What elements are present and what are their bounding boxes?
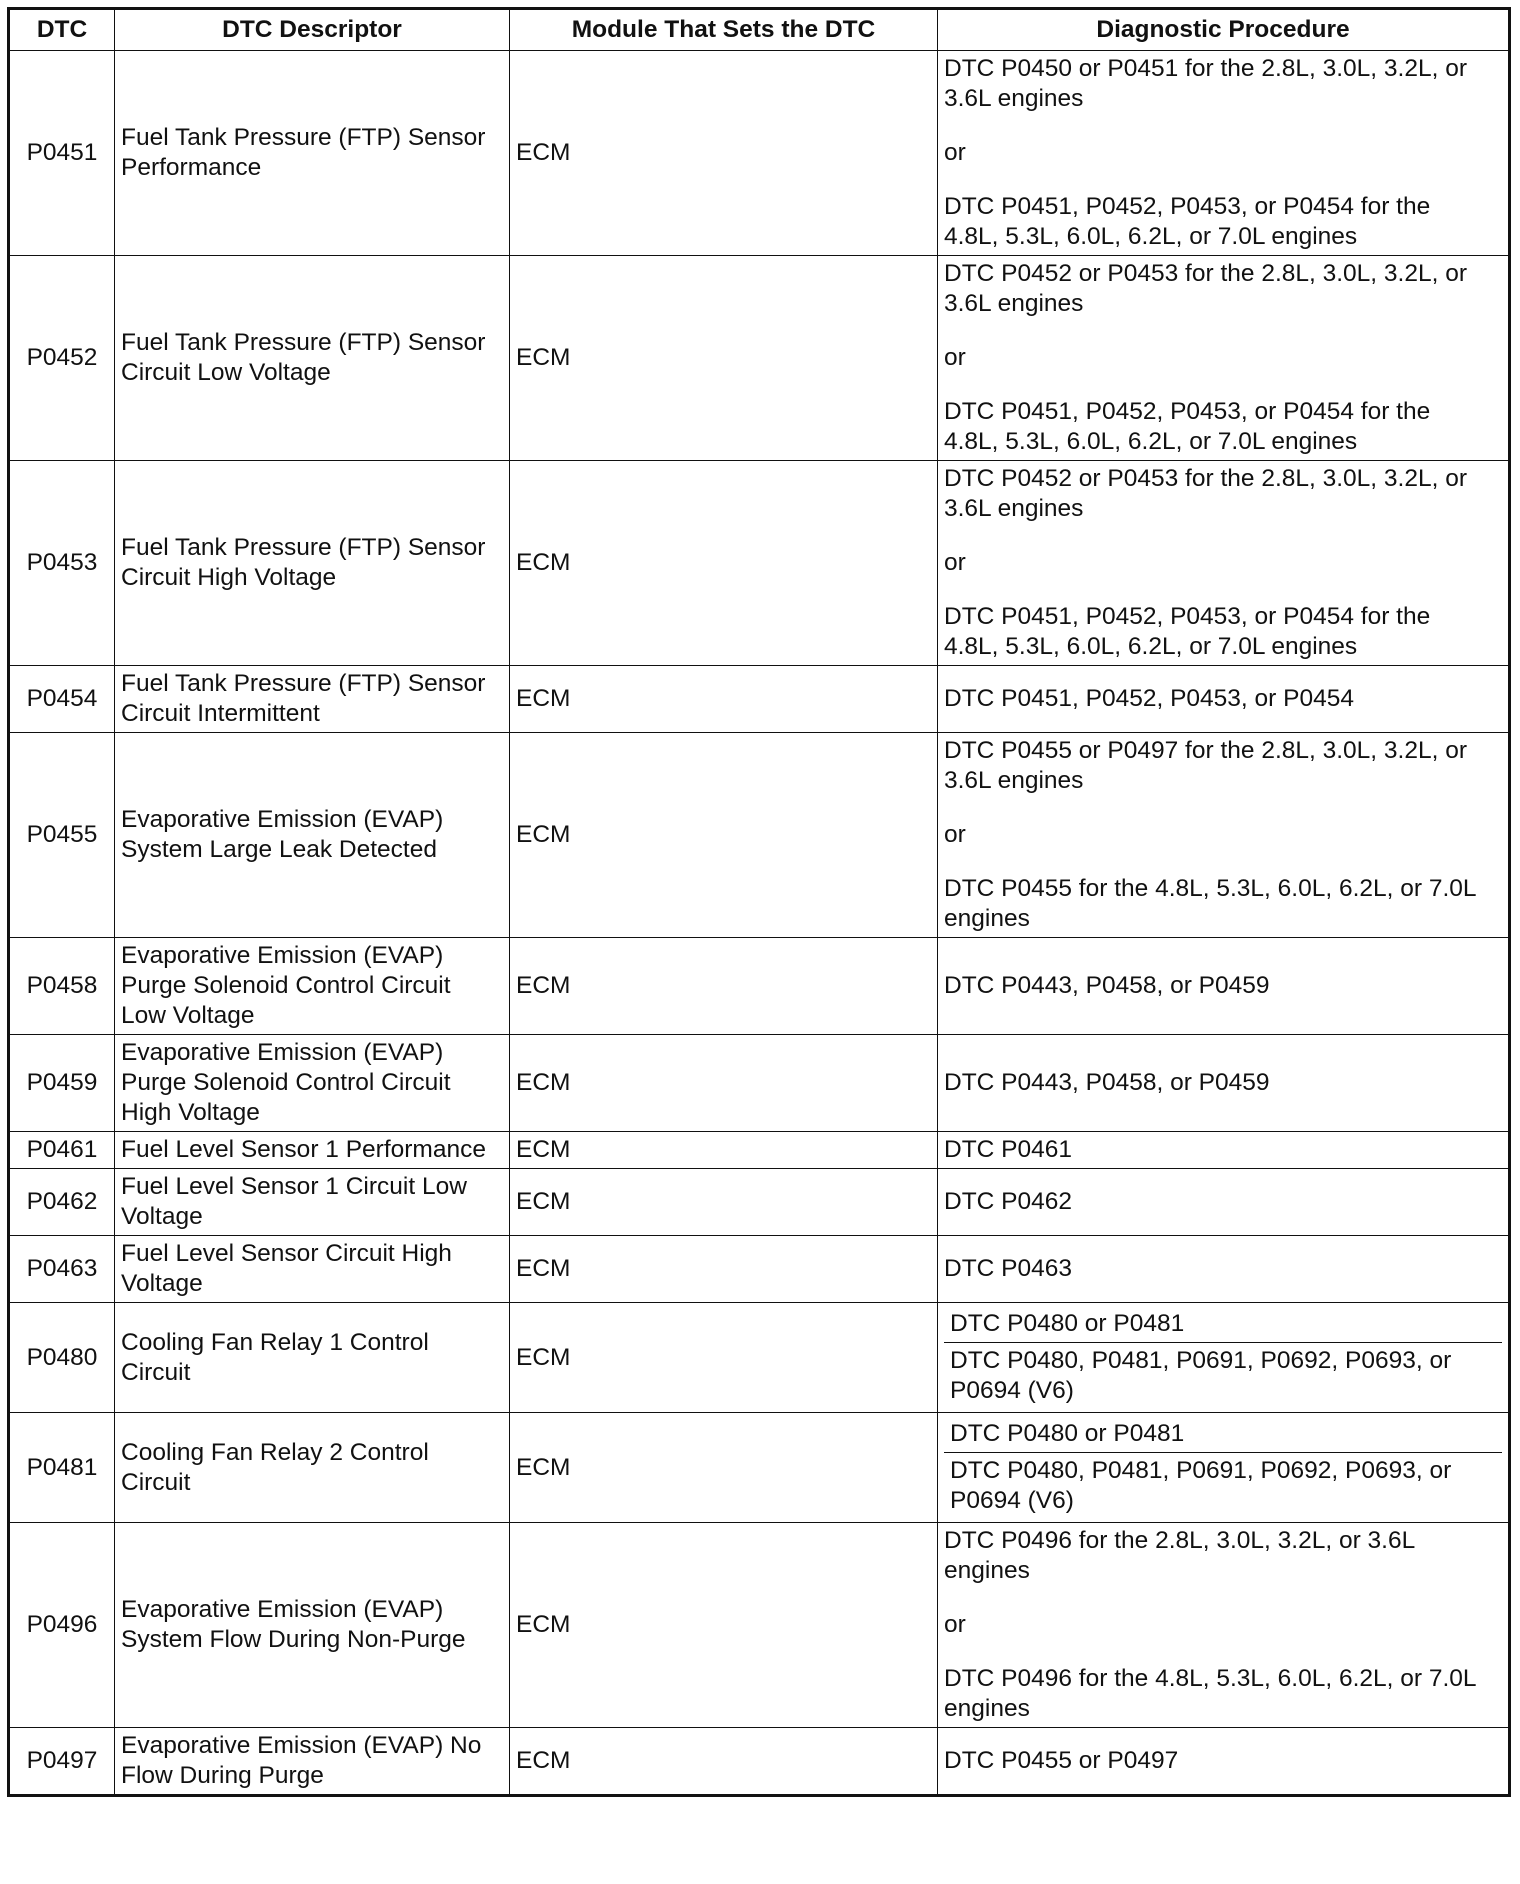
table-row xyxy=(9,1132,1510,1169)
procedure-line: or xyxy=(944,344,966,371)
procedure-line: DTC P0443, P0458, or P0459 xyxy=(944,1069,1270,1096)
procedure-line: DTC P0443, P0458, or P0459 xyxy=(944,972,1270,999)
header-dtc-descriptor: DTC Descriptor xyxy=(115,9,510,51)
descriptor-line: Evaporative Emission (EVAP) No xyxy=(121,1732,482,1759)
descriptor-line: Evaporative Emission (EVAP) xyxy=(121,942,444,969)
dtc-descriptor xyxy=(115,1303,510,1413)
descriptor-line: Purge Solenoid Control Circuit xyxy=(121,1069,451,1096)
diagnostic-procedure xyxy=(938,1303,1510,1413)
dtc-code: P0452 xyxy=(9,256,115,461)
table-row xyxy=(9,1523,1510,1728)
procedure-line: 3.6L engines xyxy=(944,767,1084,794)
diagnostic-procedure xyxy=(938,1728,1510,1796)
module-name: ECM xyxy=(510,1303,938,1413)
procedure-part xyxy=(944,1452,1502,1519)
paragraph-gap xyxy=(944,168,1502,192)
table-row xyxy=(9,1035,1510,1132)
diagnostic-procedure xyxy=(938,256,1510,461)
paragraph-gap xyxy=(944,373,1502,397)
diagnostic-procedure xyxy=(938,1169,1510,1236)
header-module: Module That Sets the DTC xyxy=(510,9,938,51)
module-name: ECM xyxy=(510,666,938,733)
diagnostic-procedure xyxy=(938,666,1510,733)
diagnostic-procedure xyxy=(938,51,1510,256)
descriptor-line: Circuit High Voltage xyxy=(121,564,337,591)
dtc-descriptor xyxy=(115,1035,510,1132)
dtc-code: P0480 xyxy=(9,1303,115,1413)
procedure-line: or xyxy=(944,821,966,848)
procedure-line: DTC P0452 or P0453 for the 2.8L, 3.0L, 3.2L, or xyxy=(944,260,1467,287)
procedure-line: DTC P0496 for the 4.8L, 5.3L, 6.0L, 6.2L, or 7.0L xyxy=(944,1665,1477,1692)
dtc-descriptor xyxy=(115,1413,510,1523)
dtc-descriptor xyxy=(115,1523,510,1728)
descriptor-line: Circuit xyxy=(121,1358,191,1386)
procedure-line: or xyxy=(944,1611,966,1638)
dtc-descriptor xyxy=(115,938,510,1035)
descriptor-line: Voltage xyxy=(121,1270,203,1297)
table-header-row xyxy=(9,9,1510,51)
descriptor-line: Fuel Tank Pressure (FTP) Sensor xyxy=(121,124,486,151)
paragraph-gap xyxy=(944,796,1502,820)
procedure-line: 4.8L, 5.3L, 6.0L, 6.2L, or 7.0L engines xyxy=(944,633,1358,660)
descriptor-line: Cooling Fan Relay 1 Control xyxy=(121,1328,429,1356)
table-row xyxy=(9,1728,1510,1796)
paragraph-gap xyxy=(944,1640,1502,1664)
dtc-code: P0453 xyxy=(9,461,115,666)
dtc-code: P0454 xyxy=(9,666,115,733)
module-name: ECM xyxy=(510,1236,938,1303)
diagnostic-procedure xyxy=(938,1132,1510,1169)
procedure-line: engines xyxy=(944,1695,1030,1722)
procedure-line: P0694 (V6) xyxy=(950,1377,1074,1404)
procedure-line: or xyxy=(944,139,966,166)
table-row xyxy=(9,51,1510,256)
dtc-code: P0459 xyxy=(9,1035,115,1132)
procedure-line: DTC P0480, P0481, P0691, P0692, P0693, or xyxy=(950,1347,1452,1374)
dtc-descriptor xyxy=(115,51,510,256)
dtc-code: P0451 xyxy=(9,51,115,256)
descriptor-line: Fuel Tank Pressure (FTP) Sensor xyxy=(121,534,486,561)
module-name: ECM xyxy=(510,1728,938,1796)
procedure-part xyxy=(944,1342,1502,1409)
dtc-table xyxy=(7,7,1511,1797)
table-row xyxy=(9,1413,1510,1523)
procedure-line: DTC P0462 xyxy=(944,1188,1073,1215)
descriptor-line: Fuel Level Sensor Circuit High xyxy=(121,1240,452,1267)
procedure-line: DTC P0451, P0452, P0453, or P0454 for the xyxy=(944,193,1431,220)
diagnostic-procedure xyxy=(938,461,1510,666)
procedure-line: 4.8L, 5.3L, 6.0L, 6.2L, or 7.0L engines xyxy=(944,428,1358,455)
table-row xyxy=(9,1236,1510,1303)
descriptor-line: Evaporative Emission (EVAP) xyxy=(121,806,444,833)
diagnostic-procedure xyxy=(938,938,1510,1035)
procedure-line: DTC P0451, P0452, P0453, or P0454 for the xyxy=(944,603,1431,630)
paragraph-gap xyxy=(944,524,1502,548)
descriptor-line: System Flow During Non-Purge xyxy=(121,1626,466,1653)
dtc-code: P0455 xyxy=(9,733,115,938)
descriptor-line: Evaporative Emission (EVAP) xyxy=(121,1596,444,1623)
procedure-line: DTC P0496 for the 2.8L, 3.0L, 3.2L, or 3.6L xyxy=(944,1527,1416,1554)
procedure-line: DTC P0451, P0452, P0453, or P0454 for the xyxy=(944,398,1431,425)
procedure-line: 4.8L, 5.3L, 6.0L, 6.2L, or 7.0L engines xyxy=(944,223,1358,250)
descriptor-line: Fuel Level Sensor 1 Circuit Low xyxy=(121,1173,467,1200)
procedure-line: DTC P0480 or P0481 xyxy=(950,1420,1185,1447)
descriptor-line: High Voltage xyxy=(121,1099,260,1126)
module-name: ECM xyxy=(510,1523,938,1728)
table-row xyxy=(9,1303,1510,1413)
procedure-part xyxy=(944,1306,1502,1342)
descriptor-line: Fuel Tank Pressure (FTP) Sensor xyxy=(121,670,486,697)
procedure-line: or xyxy=(944,549,966,576)
diagnostic-procedure xyxy=(938,1035,1510,1132)
procedure-line: engines xyxy=(944,1557,1030,1584)
module-name: ECM xyxy=(510,938,938,1035)
diagnostic-procedure xyxy=(938,1236,1510,1303)
table-row xyxy=(9,256,1510,461)
dtc-code: P0463 xyxy=(9,1236,115,1303)
descriptor-line: Flow During Purge xyxy=(121,1762,324,1789)
procedure-line: DTC P0452 or P0453 for the 2.8L, 3.0L, 3.2L, or xyxy=(944,465,1467,492)
diagnostic-procedure xyxy=(938,733,1510,938)
module-name: ECM xyxy=(510,1132,938,1169)
procedure-part xyxy=(944,1416,1502,1452)
dtc-descriptor xyxy=(115,666,510,733)
module-name: ECM xyxy=(510,461,938,666)
descriptor-line: Voltage xyxy=(121,1203,203,1230)
dtc-descriptor xyxy=(115,733,510,938)
dtc-descriptor xyxy=(115,461,510,666)
dtc-descriptor xyxy=(115,1132,510,1169)
dtc-descriptor xyxy=(115,1169,510,1236)
procedure-line: 3.6L engines xyxy=(944,85,1084,112)
procedure-line: DTC P0451, P0452, P0453, or P0454 xyxy=(944,685,1354,712)
table-row xyxy=(9,1169,1510,1236)
dtc-descriptor xyxy=(115,1728,510,1796)
procedure-line: P0694 (V6) xyxy=(950,1487,1074,1514)
procedure-line: DTC P0463 xyxy=(944,1255,1073,1282)
procedure-line: DTC P0455 or P0497 for the 2.8L, 3.0L, 3.2L, or xyxy=(944,737,1467,764)
procedure-line: DTC P0455 for the 4.8L, 5.3L, 6.0L, 6.2L, or 7.0L xyxy=(944,875,1477,902)
table-body xyxy=(9,51,1510,1796)
diagnostic-procedure xyxy=(938,1413,1510,1523)
paragraph-gap xyxy=(944,319,1502,343)
dtc-code: P0461 xyxy=(9,1132,115,1169)
procedure-line: DTC P0480 or P0481 xyxy=(950,1310,1185,1337)
table-row xyxy=(9,733,1510,938)
descriptor-line: Circuit Low Voltage xyxy=(121,359,331,386)
module-name: ECM xyxy=(510,1169,938,1236)
header-diagnostic-procedure: Diagnostic Procedure xyxy=(938,9,1510,51)
paragraph-gap xyxy=(944,850,1502,874)
descriptor-line: Low Voltage xyxy=(121,1002,255,1029)
module-name: ECM xyxy=(510,1035,938,1132)
dtc-descriptor xyxy=(115,256,510,461)
diagnostic-procedure xyxy=(938,1523,1510,1728)
paragraph-gap xyxy=(944,114,1502,138)
dtc-code: P0496 xyxy=(9,1523,115,1728)
procedure-line: 3.6L engines xyxy=(944,290,1084,317)
table-row xyxy=(9,938,1510,1035)
descriptor-line: Circuit Intermittent xyxy=(121,700,320,727)
dtc-code: P0462 xyxy=(9,1169,115,1236)
table-row xyxy=(9,461,1510,666)
descriptor-line: Fuel Tank Pressure (FTP) Sensor xyxy=(121,329,486,356)
dtc-descriptor xyxy=(115,1236,510,1303)
descriptor-line: Performance xyxy=(121,154,262,181)
procedure-line: DTC P0455 or P0497 xyxy=(944,1747,1179,1774)
paragraph-gap xyxy=(944,1586,1502,1610)
descriptor-line: Evaporative Emission (EVAP) xyxy=(121,1039,444,1066)
procedure-line: DTC P0480, P0481, P0691, P0692, P0693, or xyxy=(950,1457,1452,1484)
descriptor-line: System Large Leak Detected xyxy=(121,836,437,863)
descriptor-line: Circuit xyxy=(121,1468,191,1496)
module-name: ECM xyxy=(510,256,938,461)
descriptor-line: Purge Solenoid Control Circuit xyxy=(121,972,451,999)
module-name: ECM xyxy=(510,1413,938,1523)
dtc-code: P0458 xyxy=(9,938,115,1035)
procedure-line: DTC P0461 xyxy=(944,1136,1073,1163)
paragraph-gap xyxy=(944,578,1502,602)
descriptor-line: Cooling Fan Relay 2 Control xyxy=(121,1438,429,1466)
dtc-code: P0481 xyxy=(9,1413,115,1523)
module-name: ECM xyxy=(510,733,938,938)
module-name: ECM xyxy=(510,51,938,256)
procedure-line: DTC P0450 or P0451 for the 2.8L, 3.0L, 3.2L, or xyxy=(944,55,1467,82)
dtc-code: P0497 xyxy=(9,1728,115,1796)
table-row xyxy=(9,666,1510,733)
header-dtc: DTC xyxy=(9,9,115,51)
descriptor-line: Fuel Level Sensor 1 Performance xyxy=(121,1136,486,1163)
procedure-line: engines xyxy=(944,905,1030,932)
procedure-line: 3.6L engines xyxy=(944,495,1084,522)
